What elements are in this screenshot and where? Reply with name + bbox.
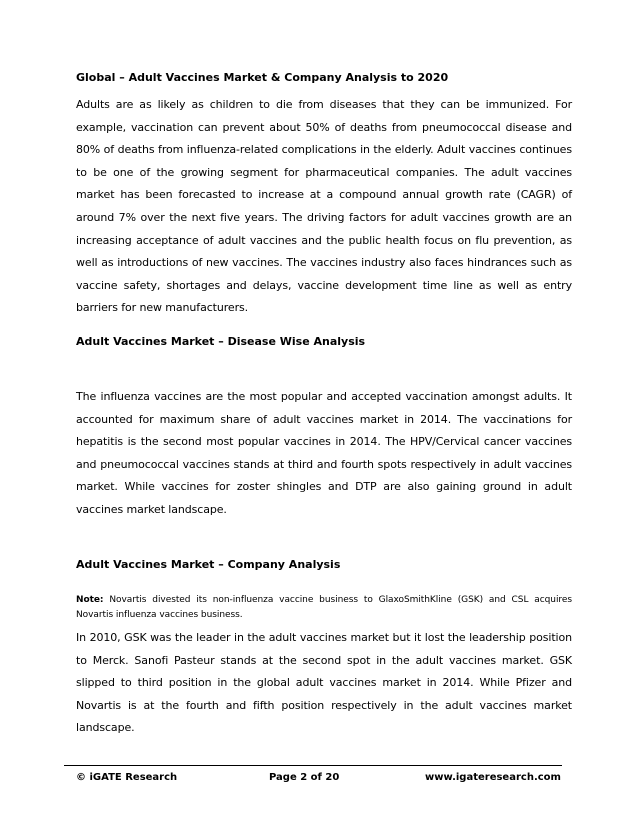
footer-divider <box>64 765 562 766</box>
section-heading-global: Global – Adult Vaccines Market & Company Analysis to 2020 <box>76 71 449 84</box>
paragraph-intro: Adults are as likely as children to die from diseases that they can be immunized. For example, vaccination can prevent about 50% of deaths from pneumococcal disease and 80% of deaths from influenza-related complications in the elderly. Adult vaccines continues to be one of the growing segment for pharmaceutical companies. The adult vaccines market has been forecasted to increase at a compound annual growth rate (CAGR) of around 7% over the next five years. The driving factors for adult vaccines growth are an increasing acceptance of adult vaccines and the public health focus on flu prevention, as well as introductions of new vaccines. The vaccines industry also faces hindrances such as vaccine safety, shortages and delays, vaccine development time line as well as entry barriers for new manufacturers. <box>76 98 572 315</box>
footer-page-number: Page 2 of 20 <box>269 772 340 783</box>
paragraph-company: In 2010, GSK was the leader in the adult vaccines market but it lost the leadership position to Merck. Sanofi Pasteur stands at the second spot in the adult vaccines market. GSK slipped to third position in the global adult vaccines market in 2014. While Pfizer and Novartis is at the fourth and fifth position respectively in the adult vaccines market landscape. <box>76 631 572 735</box>
footer-website-link[interactable]: www.igateresearch.com <box>425 772 561 783</box>
note-label: Note: <box>76 595 104 605</box>
paragraph-disease-wise: The influenza vaccines are the most popular and accepted vaccination amongst adults. It accounted for maximum share of adult vaccines market in 2014. The vaccinations for hepatitis is the second most popular vaccines in 2014. The HPV/Cervical cancer vaccines and pneumococcal vaccines stands at third and fourth spots respectively in adult vaccines market. While vaccines for zoster shingles and DTP are also gaining ground in adult vaccines market landscape. <box>76 390 572 516</box>
footer-copyright: © iGATE Research <box>76 772 178 783</box>
section-heading-disease-wise: Adult Vaccines Market – Disease Wise Analysis <box>76 335 366 348</box>
section-heading-company: Adult Vaccines Market – Company Analysis <box>76 558 341 571</box>
note-paragraph <box>76 593 572 623</box>
note-text: Novartis divested its non-influenza vaccine business to GlaxoSmithKline (GSK) and CSL acquires Novartis influenza vaccines business. <box>76 595 572 620</box>
